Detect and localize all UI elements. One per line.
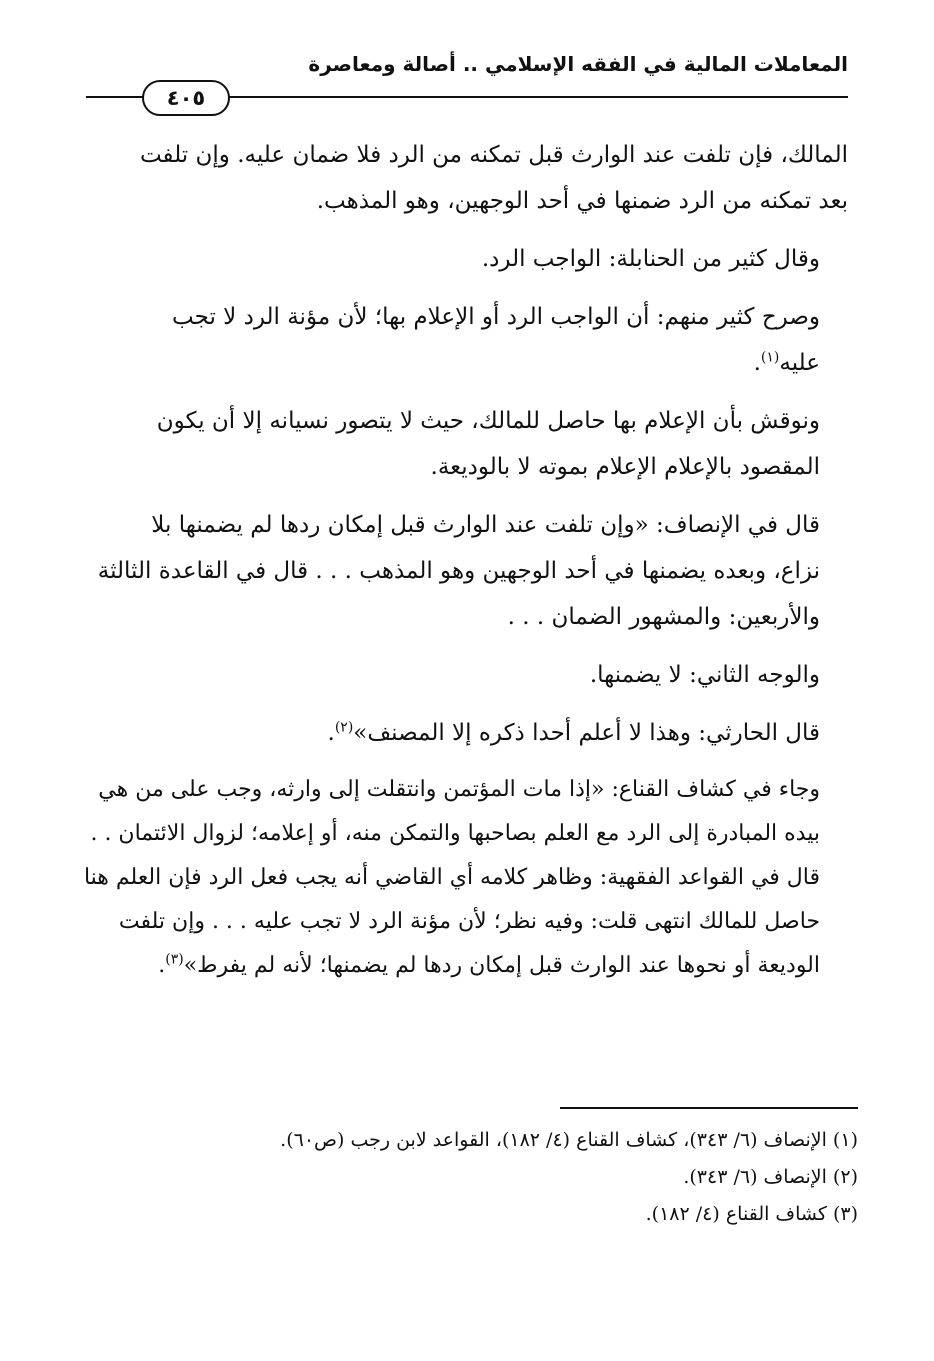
text-line: المالك، فإن تلفت عند الوارث قبل تمكنه من الرد فلا ضمان عليه. وإن تلفت: [139, 142, 848, 168]
running-title: المعاملات المالية في الفقه الإسلامي .. أصالة ومعاصرة: [308, 52, 848, 76]
footnote-ref-3: (٣): [165, 951, 184, 968]
paragraph-7: [86, 710, 848, 756]
footnote-3: (٣) كشاف القناع (٤/ ١٨٢).: [645, 1203, 858, 1225]
text-fragment: عليه: [779, 350, 820, 376]
paragraph-3: [86, 294, 848, 386]
text-line: نزاع، وبعده يضمنها في أحد الوجهين وهو المذهب . . . قال في القاعدة الثالثة: [97, 558, 820, 584]
text-line: [86, 710, 848, 756]
footnote-1: (١) الإنصاف (٦/ ٣٤٣)، كشاف القناع (٤/ ١٨٢)، القواعد لابن رجب (ص٦٠).: [280, 1129, 858, 1151]
footnotes: [86, 1122, 858, 1233]
text-line: ونوقش بأن الإعلام بها حاصل للمالك، حيث لا يتصور نسيانه إلا أن يكون: [156, 408, 820, 434]
text-line: بيده المبادرة إلى الرد مع العلم بصاحبها والتمكن منه، أو إعلامه؛ لزوال الائتمان . .: [90, 821, 820, 846]
text-line: [86, 944, 848, 988]
text-line: وجاء في كشاف القناع: «إذا مات المؤتمن وانتقلت إلى وارثه، وجب على من هي: [98, 777, 820, 802]
paragraph-6: [86, 652, 848, 698]
text-line: حاصل للمالك انتهى قلت: وفيه نظر؛ لأن مؤنة الرد لا تجب عليه . . . وإن تلفت: [118, 909, 820, 934]
text-fragment: الوديعة أو نحوها عند الوارث قبل إمكان ردها لم يضمنها؛ لأنه لم يفرط»: [183, 953, 820, 978]
text-line: بعد تمكنه من الرد ضمنها في أحد الوجهين، وهو المذهب.: [316, 188, 848, 214]
text-line: وقال كثير من الحنابلة: الواجب الرد.: [481, 246, 820, 272]
paragraph-4: [86, 398, 848, 490]
paragraph-1: [86, 132, 848, 224]
full-stop: .: [753, 350, 761, 376]
text-fragment: قال الحارثي: وهذا لا أعلم أحدا ذكره إلا المصنف»: [353, 720, 820, 746]
paragraph-8: [83, 768, 848, 988]
full-stop: .: [327, 720, 335, 746]
page-number: ٤٠٥: [142, 80, 230, 116]
full-stop: .: [158, 953, 166, 978]
text-line: المقصود بالإعلام الإعلام بموته لا بالوديعة.: [430, 454, 820, 480]
text-line: قال في الإنصاف: «وإن تلفت عند الوارث قبل إمكان ردها لم يضمنها بلا: [151, 512, 820, 538]
text-line: وصرح كثير منهم: أن الواجب الرد أو الإعلام بها؛ لأن مؤنة الرد لا تجب: [172, 304, 820, 330]
text-line: والأربعين: والمشهور الضمان . . .: [507, 604, 820, 630]
text-line: قال في القواعد الفقهية: وظاهر كلامه أي القاضي أنه يجب فعل الرد فإن العلم هنا: [83, 865, 820, 890]
paragraph-2: [86, 236, 848, 282]
text-line: [86, 340, 848, 386]
footnote-rule: [560, 1107, 858, 1109]
footnote-2: (٢) الإنصاف (٦/ ٣٤٣).: [683, 1166, 858, 1188]
paragraph-5: [86, 502, 848, 640]
text-line: والوجه الثاني: لا يضمنها.: [589, 662, 820, 688]
main-text: [83, 132, 848, 1000]
footnote-ref-2: (٢): [334, 719, 354, 736]
footnote-ref-1: (١): [760, 349, 780, 366]
